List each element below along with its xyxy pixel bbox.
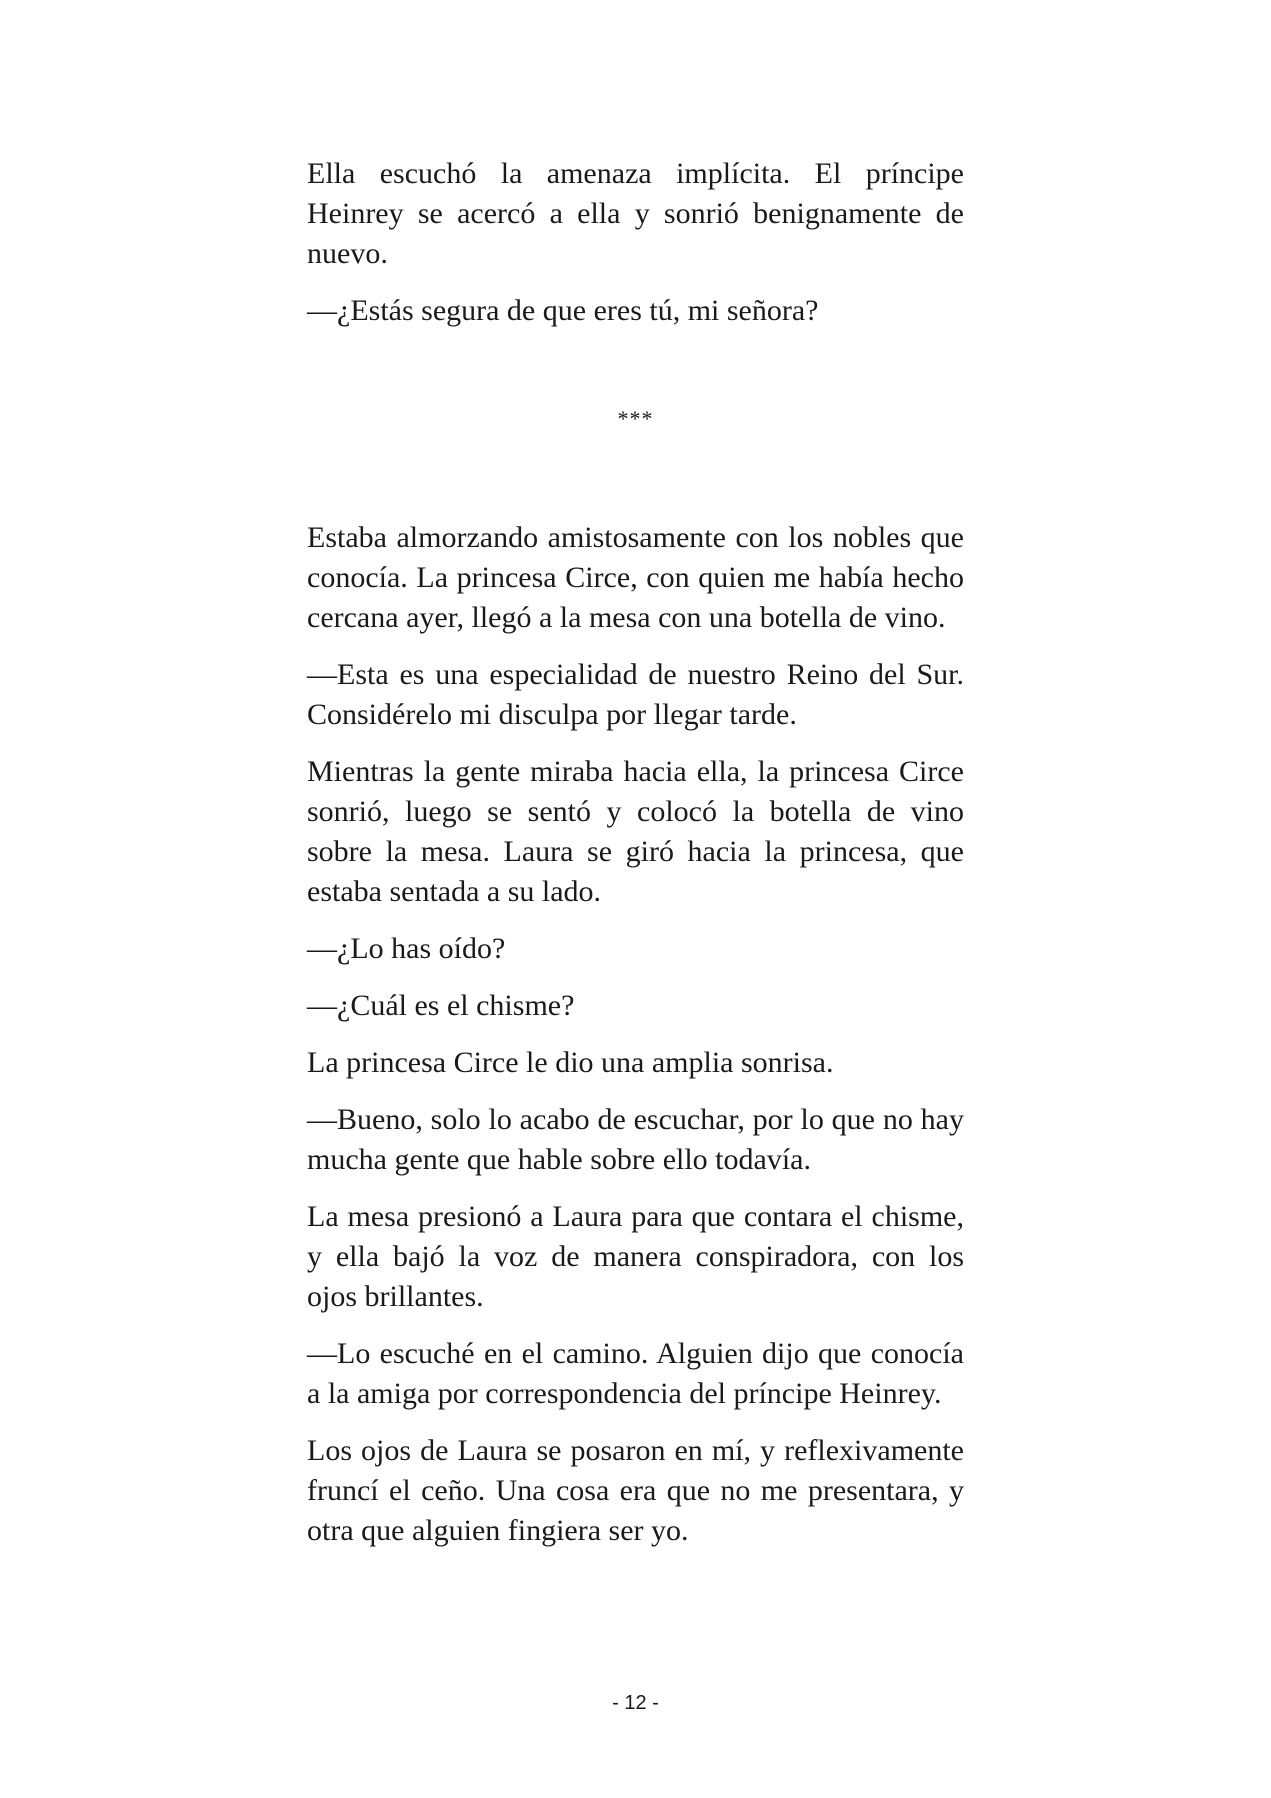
dialogue-line: —¿Lo has oído? — [307, 932, 506, 965]
dialogue-line: —¿Estás segura de que eres tú, mi señora? — [307, 294, 819, 327]
paragraph: Estaba almorzando amistosamente con los nobles que conocía. La princesa Circe, con quien me había hecho cercana ayer, llegó a la mesa con una botella de vino. — [307, 521, 964, 634]
paragraph: La princesa Circe le dio una amplia sonrisa. — [307, 1046, 834, 1079]
paragraph: Los ojos de Laura se posaron en mí, y reflexivamente fruncí el ceño. Una cosa era que no me presentara, y otra que alguien fingiera ser yo. — [307, 1434, 964, 1547]
dialogue-line: —Bueno, solo lo acabo de escuchar, por lo que no hay mucha gente que hable sobre ello todavía. — [307, 1103, 964, 1176]
paragraph: La mesa presionó a Laura para que contara el chisme, y ella bajó la voz de manera conspiradora, con los ojos brillantes. — [307, 1200, 964, 1313]
page-number: - 12 - — [612, 1692, 659, 1714]
dialogue-line: —¿Cuál es el chisme? — [307, 989, 575, 1022]
dialogue-line: —Lo escuché en el camino. Alguien dijo que conocía a la amiga por correspondencia del príncipe Heinrey. — [307, 1337, 964, 1410]
dialogue-line: —Esta es una especialidad de nuestro Reino del Sur. Considérelo mi disculpa por llegar tarde. — [307, 658, 964, 731]
scene-break: *** — [617, 406, 654, 431]
section-two — [307, 518, 964, 1568]
paragraph: Mientras la gente miraba hacia ella, la princesa Circe sonrió, luego se sentó y colocó la botella de vino sobre la mesa. Laura se giró hacia la princesa, que estaba sentada a su lado. — [307, 755, 964, 908]
paragraph: Ella escuchó la amenaza implícita. El príncipe Heinrey se acercó a ella y sonrió benignamente de nuevo. — [307, 157, 964, 270]
section-one — [307, 154, 964, 348]
